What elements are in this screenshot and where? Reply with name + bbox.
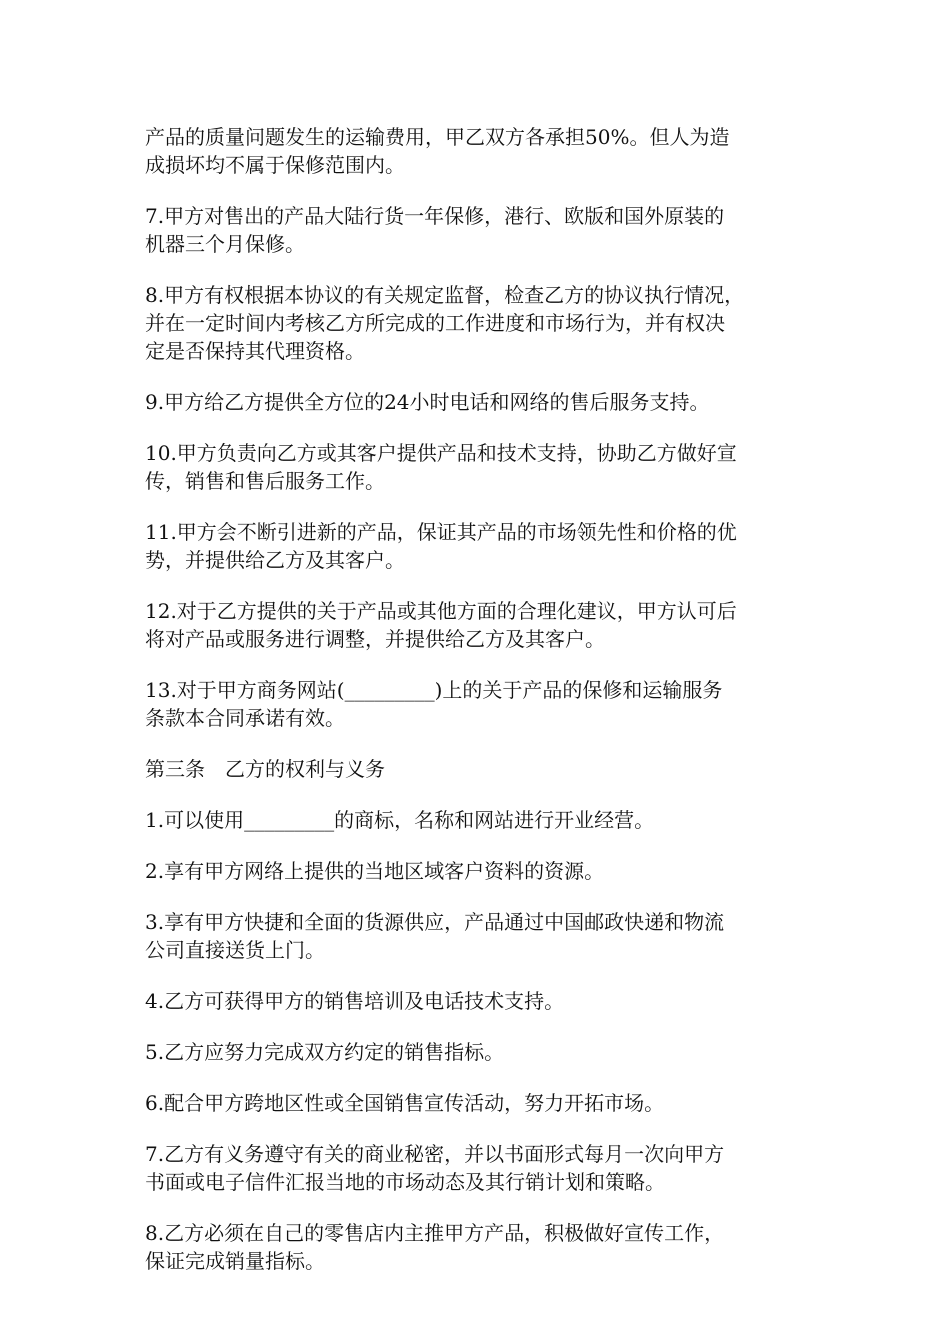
paragraph-line: 条款本合同承诺有效。 [145, 706, 345, 730]
paragraph-line: 4.乙方可获得甲方的销售培训及电话技术支持。 [145, 989, 565, 1013]
paragraph-line: 6.配合甲方跨地区性或全国销售宣传活动，努力开拓市场。 [145, 1091, 665, 1115]
paragraph-line: 第三条 乙方的权利与义务 [145, 757, 385, 781]
paragraph-line: 定是否保持其代理资格。 [145, 339, 365, 363]
paragraph-line: 保证完成销量指标。 [145, 1249, 325, 1273]
paragraph [145, 281, 810, 365]
paragraph-line: 9.甲方给乙方提供全方位的24小时电话和网络的售后服务支持。 [145, 390, 710, 414]
paragraph-line: 10.甲方负责向乙方或其客户提供产品和技术支持，协助乙方做好宣 [145, 441, 737, 465]
paragraph-line: 公司直接送货上门。 [145, 938, 325, 962]
paragraph-line: 机器三个月保修。 [145, 232, 305, 256]
paragraph-line: 8.甲方有权根据本协议的有关规定监督，检查乙方的协议执行情况， [145, 283, 745, 307]
paragraph [145, 987, 810, 1015]
paragraph [145, 1089, 810, 1117]
paragraph [145, 202, 810, 258]
paragraph-line: 1.可以使用_________的商标，名称和网站进行开业经营。 [145, 808, 655, 832]
paragraph [145, 857, 810, 885]
paragraph [145, 1219, 810, 1275]
paragraph [145, 597, 810, 653]
paragraph-line: 传，销售和售后服务工作。 [145, 469, 385, 493]
paragraph [145, 755, 810, 783]
paragraph [145, 439, 810, 495]
paragraph-line: 并在一定时间内考核乙方所完成的工作进度和市场行为，并有权决 [145, 311, 725, 335]
document-body [145, 123, 810, 1298]
paragraph [145, 123, 810, 179]
paragraph-line: 3.享有甲方快捷和全面的货源供应，产品通过中国邮政快递和物流 [145, 910, 725, 934]
paragraph-line: 书面或电子信件汇报当地的市场动态及其行销计划和策略。 [145, 1170, 665, 1194]
paragraph-line: 7.乙方有义务遵守有关的商业秘密，并以书面形式每月一次向甲方 [145, 1142, 725, 1166]
paragraph-line: 成损坏均不属于保修范围内。 [145, 153, 405, 177]
paragraph-line: 12.对于乙方提供的关于产品或其他方面的合理化建议，甲方认可后 [145, 599, 737, 623]
paragraph [145, 1140, 810, 1196]
paragraph-line: 势，并提供给乙方及其客户。 [145, 548, 405, 572]
paragraph [145, 1038, 810, 1066]
paragraph [145, 806, 810, 834]
paragraph-line: 7.甲方对售出的产品大陆行货一年保修，港行、欧版和国外原装的 [145, 204, 725, 228]
paragraph-line: 5.乙方应努力完成双方约定的销售指标。 [145, 1040, 505, 1064]
paragraph [145, 518, 810, 574]
paragraph-line: 将对产品或服务进行调整，并提供给乙方及其客户。 [145, 627, 605, 651]
paragraph [145, 388, 810, 416]
paragraph-line: 13.对于甲方商务网站(_________)上的关于产品的保修和运输服务 [145, 678, 723, 702]
paragraph [145, 908, 810, 964]
paragraph-line: 8.乙方必须在自己的零售店内主推甲方产品，积极做好宣传工作， [145, 1221, 725, 1245]
paragraph-line: 11.甲方会不断引进新的产品，保证其产品的市场领先性和价格的优 [145, 520, 737, 544]
paragraph-line: 2.享有甲方网络上提供的当地区域客户资料的资源。 [145, 859, 605, 883]
paragraph-line: 产品的质量问题发生的运输费用，甲乙双方各承担50%。但人为造 [145, 125, 730, 149]
paragraph [145, 676, 810, 732]
